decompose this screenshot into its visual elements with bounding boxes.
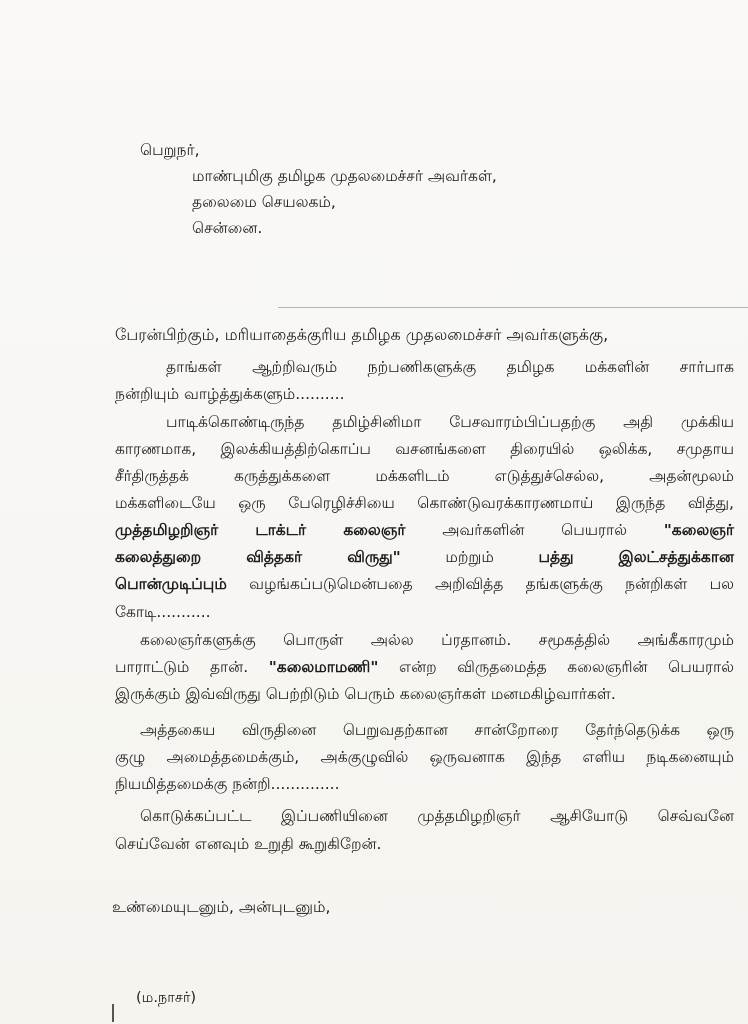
para4-line2: குழு அமைத்தமைக்கும், அக்குழுவில் ஒருவனாக இந்த எளிய நடிகனையும்: [115, 748, 734, 766]
para3-line2: [115, 657, 734, 677]
para2-line5-text: அவர்களின் பெயரால்: [442, 521, 628, 539]
para2-line4: மக்களிடையே ஒரு பேரெழிச்சியை கொண்டுவரக்காரணமாய் இருந்த வித்து,: [115, 494, 734, 512]
scan-edge-mark: [112, 1004, 114, 1022]
para2-line2: காரணமாக, இலக்கியத்திற்கொப்ப வசனங்களை திரையில் ஒலிக்க, சமுதாய: [115, 440, 734, 458]
para2-line8: கோடி...........: [115, 603, 211, 621]
para3-line2-post: என்ற விருதமைத்த கலைஞரின் பெயரால்: [399, 658, 735, 676]
prize-amount: பத்து இலட்சத்துக்கான: [538, 548, 734, 566]
para5-line1: கொடுக்கப்பட்ட இப்பணியினை முத்தமிழறிஞர் ஆசியோடு செவ்வனே: [140, 807, 734, 825]
signature-name: (ம.நாசர்): [136, 990, 197, 1006]
para2-line5: [115, 520, 734, 540]
para3-line2-pre: பாராட்டும் தான்.: [115, 658, 249, 676]
para5-line2: செய்வேன் எனவும் உறுதி கூறுகிறேன்.: [115, 835, 382, 853]
address-salutation: பெறுநர்,: [140, 141, 200, 159]
para2-line1: பாடிக்கொண்டிருந்த தமிழ்சினிமா பேசவாரம்பிப்பதற்கு அதி முக்கிய: [166, 413, 734, 431]
address-office: தலைமை செயலகம்,: [192, 193, 336, 211]
para3-line3: இருக்கும் இவ்விருது பெற்றிடும் பெரும் கலைஞர்கள் மனமகிழ்வார்கள்.: [115, 685, 616, 703]
para2-line7: [115, 574, 734, 594]
para2-line6: [115, 547, 734, 567]
para1-line2: நன்றியும் வாழ்த்துக்களும்..........: [115, 385, 345, 403]
para1-line1: தாங்கள் ஆற்றிவரும் நற்பணிகளுக்கு தமிழக மக்களின் சார்பாக: [166, 358, 734, 376]
address-city: சென்னை.: [192, 219, 263, 237]
para2-line3: சீர்திருத்தக் கருத்துக்களை மக்களிடம் எடுத்துச்செல்ல, அதன்மூலம்: [115, 467, 734, 485]
address-recipient: மாண்புமிகு தமிழக முதலமைச்சர் அவர்கள்,: [192, 167, 497, 185]
greeting-line: பேரன்பிற்கும், மரியாதைக்குரிய தமிழக முதலமைச்சர் அவர்களுக்கு,: [115, 325, 609, 344]
para4-line3: நியமித்தமைக்கு நன்றி..............: [115, 775, 340, 793]
honoree-name: முத்தமிழறிஞர் டாக்டர் கலைஞர்: [115, 521, 406, 539]
prize-purse: பொன்முடிப்பும்: [115, 575, 227, 593]
award-name-part2: கலைத்துறை வித்தகர் விருது": [115, 548, 401, 566]
award-name-part1: "கலைஞர்: [663, 521, 734, 539]
kalaimamani-award: "கலைமாமணி": [268, 658, 379, 676]
horizontal-rule: [278, 307, 748, 308]
para3-line1: கலைஞர்களுக்கு பொருள் அல்ல ப்ரதானம். சமூகத்தில் அங்கீகாரமும்: [140, 631, 734, 649]
para4-line1: அத்தகைய விருதினை பெறுவதற்கான சான்றோரை தேர்ந்தெடுக்க ஒரு: [140, 721, 734, 739]
para2-line7-text: வழங்கப்படுமென்பதை அறிவித்த தங்களுக்கு நன்றிகள் பல: [249, 575, 734, 593]
closing-line: உண்மையுடனும், அன்புடனும்,: [112, 898, 331, 916]
para2-line6-text: மற்றும்: [445, 548, 494, 566]
